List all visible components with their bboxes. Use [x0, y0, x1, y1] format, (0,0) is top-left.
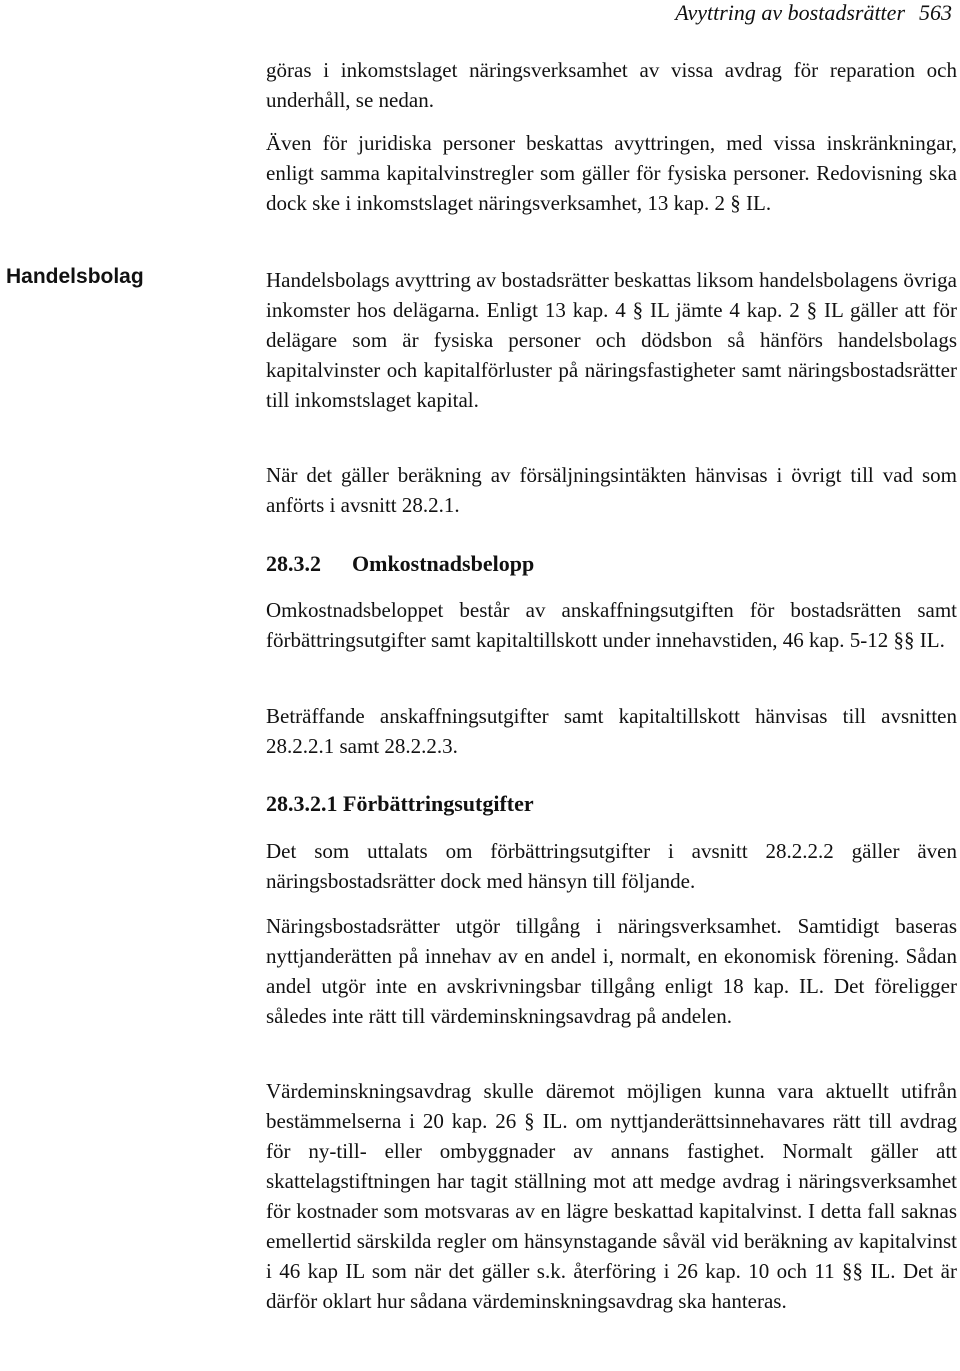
subsection-heading [266, 791, 534, 817]
paragraph-naringsbostadsratter: Näringsbostadsrätter utgör tillgång i näringsverksamhet. Samtidigt baseras nyttjanderätten på innehav av en andel i, normalt, en ekonomisk förening. Sådan andel utgör inte en avskrivningsbar tillgång enligt 18 kap. IL. Det föreligger således inte rätt till värdeminskningsavdrag på andelen. [266, 914, 957, 1028]
section-heading [266, 551, 534, 577]
running-header [675, 0, 952, 26]
subsection-number: 28.3.2.1 [266, 791, 338, 816]
paragraph-vardeminskningsavdrag: Värdeminskningsavdrag skulle däremot möjligen kunna vara aktuellt utifrån bestämmelserna i 20 kap. 26 § IL. om nyttjanderättsinnehavares rätt till avdrag för ny-till- eller ombyggnader av annans fastighet. Normalt gäller att skattelagstiftningen har tagit ställning mot att medge avdrag i näringsverksamhet för kostnader som motsvaras av en lägre beskattad kapitalvinst. I detta fall saknas emellertid särskilda regler om hänsynstagande såväl vid beräkning av kapitalvinst i 46 kap IL som när det gäller s.k. återföring i 26 kap. 10 och 11 §§ IL. Det är därför oklart hur sådana värdeminskningsavdrag ska hanteras. [266, 1079, 957, 1313]
header-title: Avyttring av bostadsrätter [675, 0, 905, 25]
margin-heading: Handelsbolag [6, 265, 144, 288]
subsection-title: Förbättringsutgifter [343, 791, 534, 816]
paragraph-continuation: göras i inkomstslaget näringsverksamhet av vissa avdrag för reparation och underhåll, se nedan. [266, 58, 957, 112]
paragraph-handelsbolag: Handelsbolags avyttring av bostadsrätter beskattas liksom handelsbolagens övriga inkomster hos delägarna. Enligt 13 kap. 4 § IL jämte 4 kap. 2 § IL gäller att för delägare som är fysiska personer och dödsbon så hänförs handelsbolags kapitalvinster och kapitalförluster på näringsfastigheter samt näringsbostadsrätter till inkomstslaget kapital. [266, 268, 957, 412]
page-number: 563 [919, 0, 952, 25]
section-number: 28.3.2 [266, 551, 321, 576]
section-title: Omkostnadsbelopp [352, 551, 535, 576]
paragraph-forsaljningsintakt: När det gäller beräkning av försäljningsintäkten hänvisas i övrigt till vad som anförts i avsnitt 28.2.1. [266, 463, 957, 517]
paragraph-anskaffningsutgifter: Beträffande anskaffningsutgifter samt kapitaltillskott hänvisas till avsnitten 28.2.2.1 samt 28.2.2.3. [266, 704, 957, 758]
paragraph-juridiska-personer: Även för juridiska personer beskattas avyttringen, med vissa inskränkningar, enligt samma kapitalvinstregler som gäller för fysiska personer. Redovisning ska dock ske i inkomstslaget näringsverksamhet, 13 kap. 2 § IL. [266, 131, 957, 215]
paragraph-forbattringsutgifter: Det som uttalats om förbättringsutgifter i avsnitt 28.2.2.2 gäller även näringsbostadsrätter dock med hänsyn till följande. [266, 839, 957, 893]
paragraph-omkostnadsbelopp: Omkostnadsbeloppet består av anskaffningsutgiften för bostadsrätten samt förbättringsutgifter samt kapitaltillskott under innehavstiden, 46 kap. 5-12 §§ IL. [266, 598, 957, 652]
